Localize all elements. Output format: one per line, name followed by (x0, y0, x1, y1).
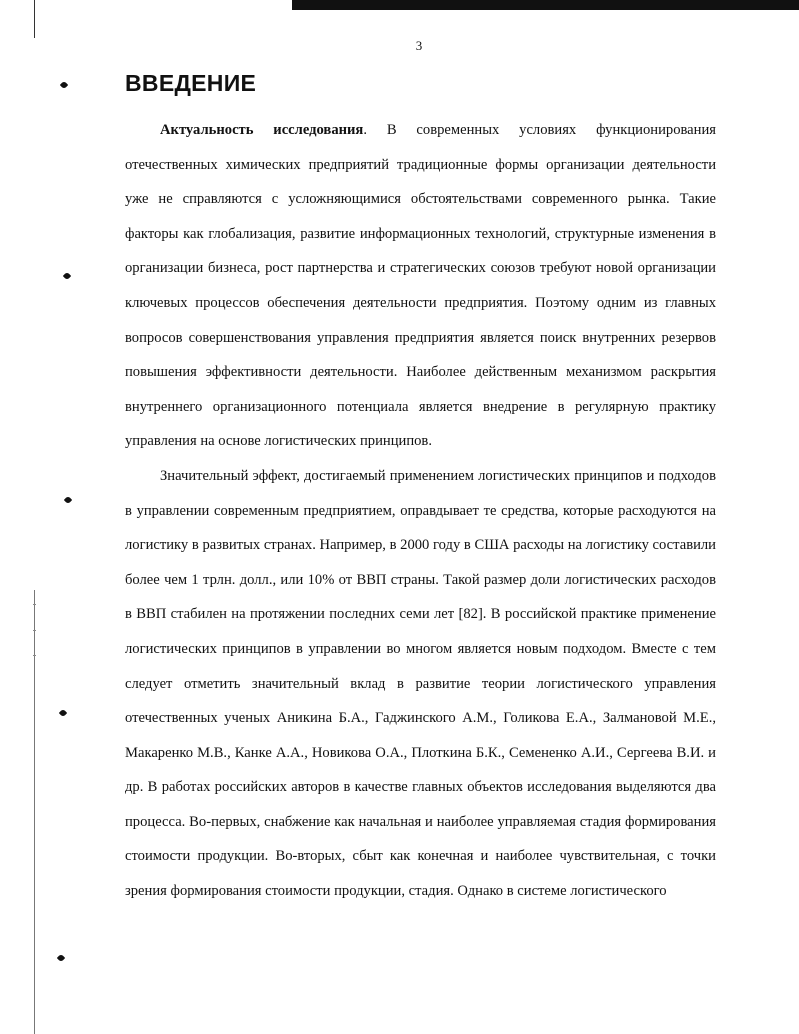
paragraph-relevance-text: . В современных условиях функционирования отечественных химических предприятий традиционные формы организации деятельности уже не справляются с усложняющимися обстоятельствами современного рынка. Такие факторы как глобализация, развитие информационных технологий, структурные изменения в организации бизнеса, рост партнерства и стратегических союзов требуют новой организации ключевых процессов обеспечения деятельности предприятия. Поэтому одним из главных вопросов совершенствования управления предприятия является поиск внутренних резервов повышения эффективности деятельности. Наиболее действенным механизмом раскрытия внутреннего организационного потенциала является внедрение в регулярную практику управления на основе логистических принципов. (125, 122, 716, 450)
page-number: 3 (415, 38, 423, 53)
section-heading: ВВЕДЕНИЕ (125, 70, 257, 96)
paragraph-relevance (125, 113, 716, 459)
scan-artifact-tick (33, 630, 36, 631)
scan-left-edge-line-lower (34, 590, 35, 1034)
scan-artifact-tick (33, 604, 36, 605)
margin-punch-mark (64, 496, 72, 504)
paragraph-lead-term: Актуальность исследования (160, 122, 364, 138)
margin-punch-mark (57, 954, 65, 962)
scan-left-edge-line (34, 0, 35, 38)
scan-artifact-tick (33, 655, 36, 656)
margin-punch-mark (63, 272, 71, 280)
margin-punch-mark (60, 81, 68, 89)
paragraph-logistics-effect: Значительный эффект, достигаемый применением логистических принципов и подходов в управлении современным предприятием, оправдывает те средства, которые расходуются на логистику в развитых странах. Например, в 2000 году в США расходы на логистику составили более чем 1 трлн. долл., или 10% от ВВП страны. Такой размер доли логистических расходов в ВВП стабилен на протяжении последних семи лет [82]. В российской практике применение логистических принципов в управлении во многом является новым подходом. Вместе с тем следует отметить значительный вклад в развитие теории логистического управления отечественных ученых Аникина Б.А., Гаджинского А.М., Голикова Е.А., Залмановой М.Е., Макаренко М.В., Канке А.А., Новикова О.А., Плоткина Б.К., Семененко А.И., Сергеева В.И. и др. В работах российских авторов в качестве главных объектов исследования выделяются два процесса. Во-первых, снабжение как начальная и наиболее управляемая стадия формирования стоимости продукции. Во-вторых, сбыт как конечная и наиболее чувствительная, с точки зрения формирования стоимости продукции, стадия. Однако в системе логистического (125, 467, 716, 900)
scan-top-edge-bar (292, 0, 799, 10)
margin-punch-mark (59, 709, 67, 717)
document-body (125, 113, 716, 909)
